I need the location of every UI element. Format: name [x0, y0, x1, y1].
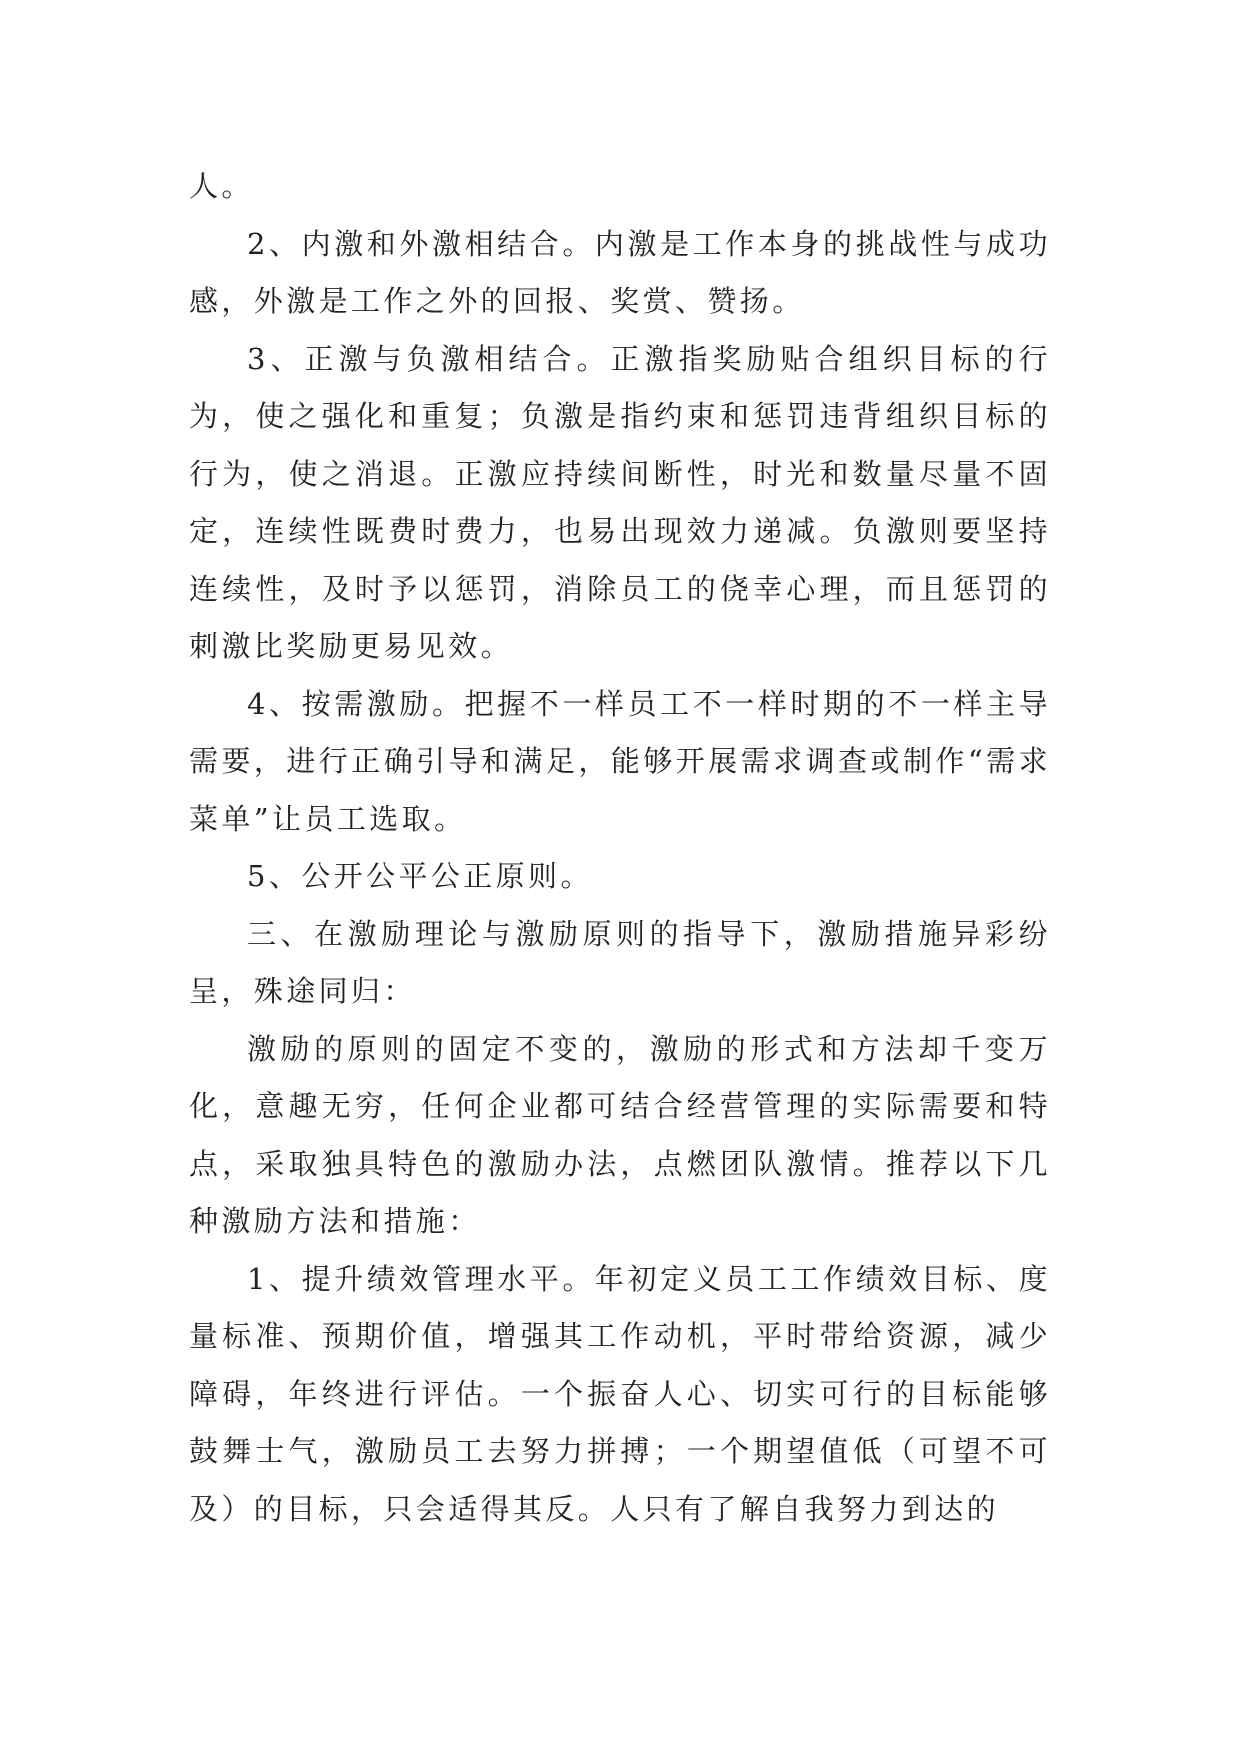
paragraph-positive-negative-motivation: 3、正激与负激相结合。正激指奖励贴合组织目标的行为，使之强化和重复；负激是指约束和惩罚违背组织目标的行为，使之消退。正激应持续间断性，时光和数量尽量不固定，连续性既费时费力，也易出现效力递减。负激则要坚持连续性，及时予以惩罚，消除员工的侥幸心理，而且惩罚的刺激比奖励更易见效。 [189, 341, 1051, 663]
paragraph-continuation: 人。 [189, 169, 254, 203]
paragraph-motivation-methods-intro: 激励的原则的固定不变的，激励的形式和方法却千变万化，意趣无穷，任何企业都可结合经营管理的实际需要和特点，采取独具特色的激励办法，点燃团队激情。推荐以下几种激励方法和措施： [189, 1031, 1051, 1238]
paragraph-performance-management: 1、提升绩效管理水平。年初定义员工工作绩效目标、度量标准、预期价值，增强其工作动机，平时带给资源，减少障碍，年终进行评估。一个振奋人心、切实可行的目标能够鼓舞士气，激励员工去努力拼搏；一个期望值低（可望不可及）的目标，只会适得其反。人只有了解自我努力到达的 [189, 1261, 1051, 1526]
paragraph-section-three-heading: 三、在激励理论与激励原则的指导下，激励措施异彩纷呈，殊途同归： [189, 916, 1051, 1008]
paragraph-fairness-principle: 5、公开公平公正原则。 [247, 859, 593, 893]
paragraph-internal-external-motivation: 2、内激和外激相结合。内激是工作本身的挑战性与成功感，外激是工作之外的回报、奖赏、赞扬。 [189, 226, 1051, 318]
document-body [189, 158, 1051, 1538]
paragraph-needs-based-motivation: 4、按需激励。把握不一样员工不一样时期的不一样主导需要，进行正确引导和满足，能够开展需求调查或制作“需求菜单”让员工选取。 [189, 686, 1051, 836]
